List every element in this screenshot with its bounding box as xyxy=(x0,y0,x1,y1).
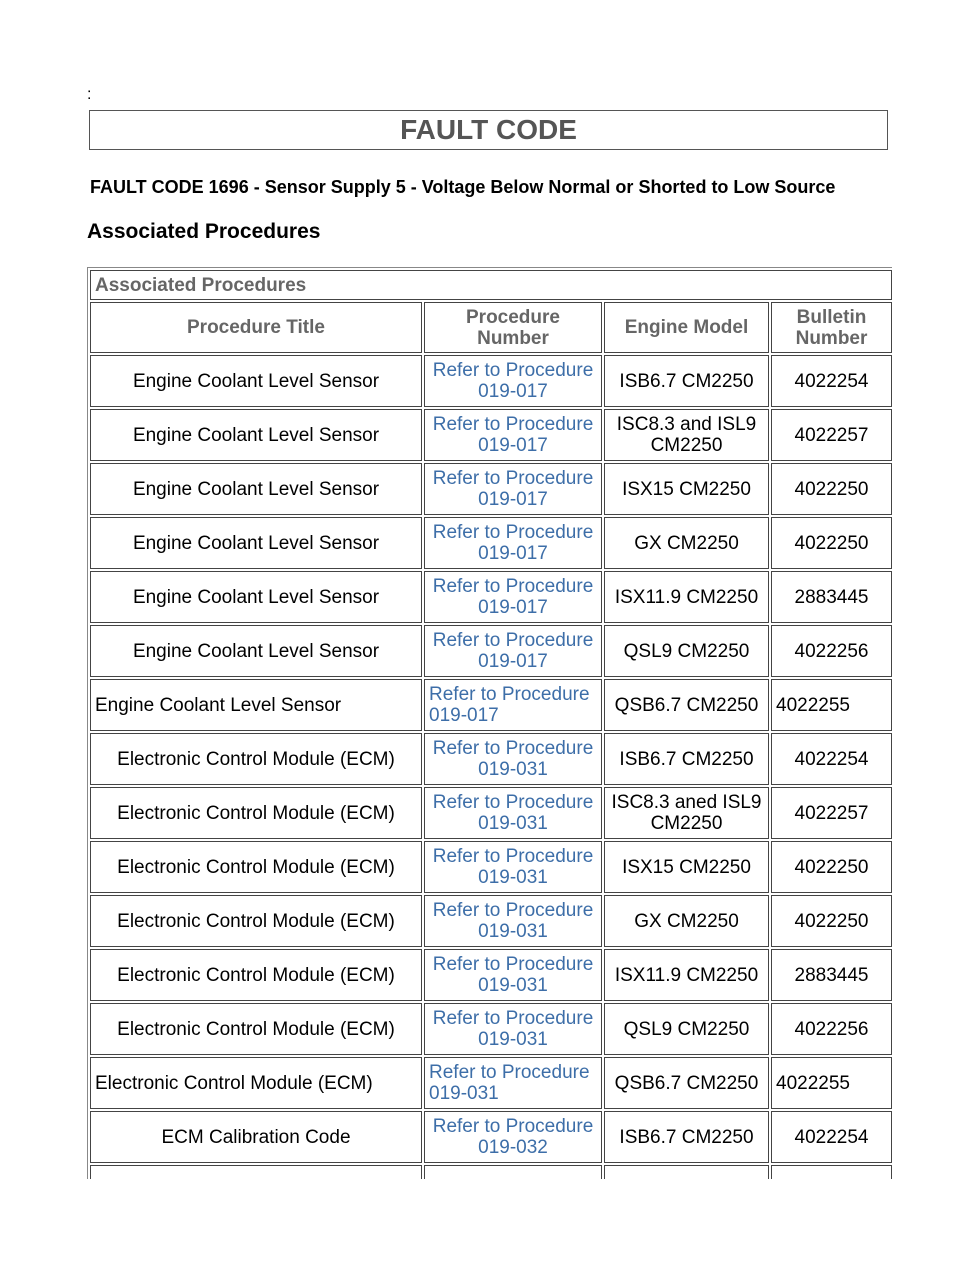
procedure-link-text[interactable]: Refer to Procedure 019-017 xyxy=(432,576,594,618)
procedure-link[interactable] xyxy=(424,949,602,1001)
bulletin-number-cell: 4022254 xyxy=(771,355,892,407)
section-heading: Associated Procedures xyxy=(87,220,321,243)
engine-model-cell: ISX11.9 CM2250 xyxy=(604,949,769,1001)
bulletin-number-cell xyxy=(771,1165,892,1179)
table-body xyxy=(90,355,892,1179)
table-caption-row xyxy=(90,270,892,300)
procedure-link[interactable] xyxy=(424,571,602,623)
procedure-title-cell: Engine Coolant Level Sensor xyxy=(90,517,422,569)
engine-model-cell: ISX15 CM2250 xyxy=(604,463,769,515)
procedure-title-cell: Electronic Control Module (ECM) xyxy=(90,895,422,947)
procedure-link[interactable] xyxy=(424,1165,602,1179)
bulletin-number-cell: 4022255 xyxy=(771,679,892,731)
procedure-title-cell: Electronic Control Module (ECM) xyxy=(90,733,422,785)
procedure-link[interactable] xyxy=(424,409,602,461)
bulletin-number-cell: 4022255 xyxy=(771,1057,892,1109)
procedure-link-text[interactable]: Refer to Procedure 019-031 xyxy=(429,1062,590,1104)
procedure-title-cell: Electronic Control Module (ECM) xyxy=(90,787,422,839)
header-procedure-number: Procedure Number xyxy=(424,302,602,353)
engine-model-cell: QSL9 CM2250 xyxy=(604,625,769,677)
table-row xyxy=(90,1003,892,1055)
procedure-link-text[interactable]: Refer to Procedure 019-017 xyxy=(432,360,594,402)
procedure-link-text[interactable]: Refer to Procedure 019-032 xyxy=(432,1116,594,1158)
procedure-link[interactable] xyxy=(424,1003,602,1055)
engine-model-cell: GX CM2250 xyxy=(604,895,769,947)
procedure-title-cell: Engine Coolant Level Sensor xyxy=(90,355,422,407)
procedure-title-cell xyxy=(90,1165,422,1179)
bulletin-number-cell: 4022250 xyxy=(771,895,892,947)
fault-code-subtitle: FAULT CODE 1696 - Sensor Supply 5 - Voltage Below Normal or Shorted to Low Source xyxy=(90,177,836,197)
procedure-link[interactable] xyxy=(424,517,602,569)
bulletin-number-cell: 4022257 xyxy=(771,787,892,839)
procedure-link-text[interactable]: Refer to Procedure 019-031 xyxy=(432,792,594,834)
engine-model-cell: ISB6.7 CM2250 xyxy=(604,355,769,407)
engine-model-cell: ISC8.3 aned ISL9 CM2250 xyxy=(604,787,769,839)
procedure-link[interactable] xyxy=(424,625,602,677)
procedures-table xyxy=(87,267,892,1179)
table-row xyxy=(90,1165,892,1179)
procedure-link-text[interactable]: Refer to Procedure 019-031 xyxy=(432,738,594,780)
engine-model-cell: QSB6.7 CM2250 xyxy=(604,679,769,731)
table-row xyxy=(90,841,892,893)
header-engine-model: Engine Model xyxy=(604,302,769,353)
procedure-title-cell: Engine Coolant Level Sensor xyxy=(90,409,422,461)
bulletin-number-cell: 2883445 xyxy=(771,571,892,623)
procedure-title-cell: Electronic Control Module (ECM) xyxy=(90,1057,422,1109)
bulletin-number-cell: 4022254 xyxy=(771,733,892,785)
table-row xyxy=(90,679,892,731)
bulletin-number-cell: 4022254 xyxy=(771,1111,892,1163)
bulletin-number-cell: 4022250 xyxy=(771,841,892,893)
procedure-link-text[interactable]: Refer to Procedure 019-031 xyxy=(432,954,594,996)
procedure-link-text[interactable]: Refer to Procedure 019-017 xyxy=(429,684,590,726)
procedure-link[interactable] xyxy=(424,733,602,785)
table-row xyxy=(90,517,892,569)
procedure-link[interactable] xyxy=(424,463,602,515)
engine-model-cell: ISB6.7 CM2250 xyxy=(604,1111,769,1163)
procedure-link-text[interactable]: Refer to Procedure 019-017 xyxy=(432,414,594,456)
table-row xyxy=(90,1111,892,1163)
procedure-title-cell: Electronic Control Module (ECM) xyxy=(90,1003,422,1055)
engine-model-cell: ISB6.7 CM2250 xyxy=(604,733,769,785)
procedure-link-text[interactable]: Refer to Procedure 019-017 xyxy=(432,630,594,672)
procedure-title-cell: Engine Coolant Level Sensor xyxy=(90,571,422,623)
bulletin-number-cell: 4022256 xyxy=(771,1003,892,1055)
procedure-title-cell: ECM Calibration Code xyxy=(90,1111,422,1163)
header-procedure-title: Procedure Title xyxy=(90,302,422,353)
title-box xyxy=(89,110,888,150)
engine-model-cell: ISX11.9 CM2250 xyxy=(604,571,769,623)
procedure-link[interactable] xyxy=(424,355,602,407)
procedure-link[interactable] xyxy=(424,1057,602,1109)
engine-model-cell: QSB6.7 CM2250 xyxy=(604,1057,769,1109)
bulletin-number-cell: 4022250 xyxy=(771,517,892,569)
procedure-link-text[interactable]: Refer to Procedure 019-017 xyxy=(432,468,594,510)
engine-model-cell: GX CM2250 xyxy=(604,517,769,569)
procedure-link[interactable] xyxy=(424,895,602,947)
table-row xyxy=(90,733,892,785)
procedure-title-cell: Engine Coolant Level Sensor xyxy=(90,625,422,677)
table-row xyxy=(90,625,892,677)
bulletin-number-cell: 2883445 xyxy=(771,949,892,1001)
procedure-title-cell: Engine Coolant Level Sensor xyxy=(90,463,422,515)
procedure-link[interactable] xyxy=(424,1111,602,1163)
table-row xyxy=(90,355,892,407)
table-row xyxy=(90,895,892,947)
bulletin-number-cell: 4022257 xyxy=(771,409,892,461)
procedure-link-text[interactable]: Refer to Procedure 019-017 xyxy=(432,522,594,564)
engine-model-cell: QSL9 CM2250 xyxy=(604,1003,769,1055)
table-row xyxy=(90,1057,892,1109)
table-row xyxy=(90,949,892,1001)
procedure-title-cell: Engine Coolant Level Sensor xyxy=(90,679,422,731)
procedure-link[interactable] xyxy=(424,787,602,839)
engine-model-cell: ISC8.3 and ISL9 CM2250 xyxy=(604,409,769,461)
engine-model-cell xyxy=(604,1165,769,1179)
table-header-row xyxy=(90,302,892,353)
procedure-link[interactable] xyxy=(424,679,602,731)
bulletin-number-cell: 4022250 xyxy=(771,463,892,515)
procedure-link-text[interactable]: Refer to Procedure 019-031 xyxy=(432,1008,594,1050)
engine-model-cell: ISX15 CM2250 xyxy=(604,841,769,893)
procedure-link-text[interactable]: Refer to Procedure 019-031 xyxy=(432,846,594,888)
page-title: FAULT CODE xyxy=(400,114,577,145)
bulletin-number-cell: 4022256 xyxy=(771,625,892,677)
header-bulletin-number: Bulletin Number xyxy=(771,302,892,353)
table-row xyxy=(90,571,892,623)
table-row xyxy=(90,463,892,515)
colon-marker: : xyxy=(87,86,92,103)
procedure-title-cell: Electronic Control Module (ECM) xyxy=(90,841,422,893)
procedure-link-text[interactable]: Refer to Procedure 019-031 xyxy=(432,900,594,942)
procedure-title-cell: Electronic Control Module (ECM) xyxy=(90,949,422,1001)
procedure-link[interactable] xyxy=(424,841,602,893)
table-row xyxy=(90,787,892,839)
table-caption: Associated Procedures xyxy=(90,270,892,300)
procedures-table-container xyxy=(87,267,892,1179)
table-row xyxy=(90,409,892,461)
